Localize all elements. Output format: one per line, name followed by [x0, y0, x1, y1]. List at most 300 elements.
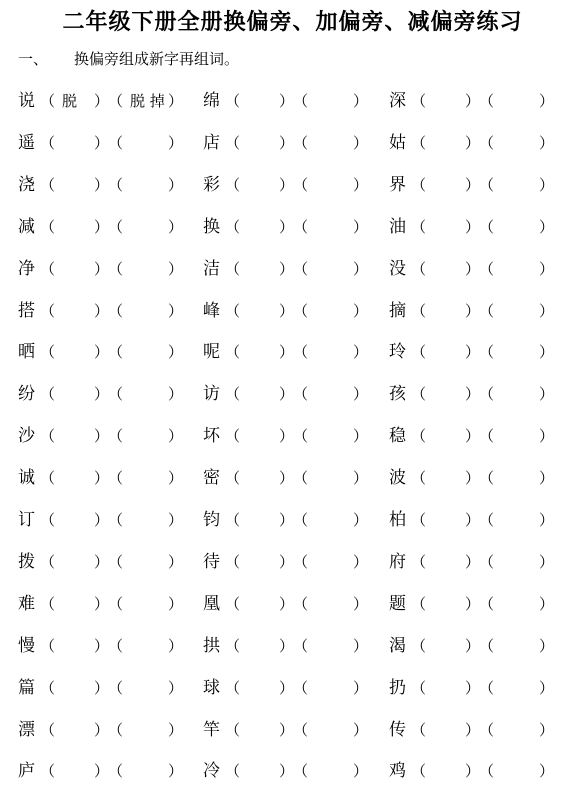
- paren-close: ）: [279, 217, 295, 236]
- paren-close: ）: [465, 175, 481, 194]
- paren-open: （: [411, 301, 427, 320]
- paren-open: （: [293, 175, 309, 194]
- paren-close: ）: [279, 720, 295, 739]
- paren-close: ）: [168, 343, 184, 362]
- base-character: 摘: [389, 300, 406, 321]
- base-character: 浇: [18, 174, 35, 195]
- paren-open: （: [40, 301, 56, 320]
- paren-close: ）: [353, 343, 369, 362]
- paren-open: （: [293, 636, 309, 655]
- exercise-item: [18, 463, 198, 493]
- paren-open: （: [108, 175, 124, 194]
- paren-close: ）: [168, 259, 184, 278]
- exercise-item: [389, 589, 569, 619]
- paren-close: ）: [279, 385, 295, 404]
- base-character: 说: [18, 91, 35, 111]
- paren-close: ）: [539, 427, 555, 446]
- paren-close: ）: [168, 720, 184, 739]
- paren-open: （: [293, 720, 309, 739]
- paren-open: （: [40, 217, 56, 236]
- base-character: 题: [389, 593, 406, 614]
- paren-open: （: [40, 92, 56, 110]
- paren-close: ）: [94, 301, 110, 320]
- paren-close: ）: [465, 511, 481, 529]
- paren-open: （: [411, 175, 427, 194]
- exercise-item: [389, 379, 569, 409]
- paren-close: ）: [353, 217, 369, 236]
- section-number: 一、: [18, 50, 49, 68]
- paren-close: ）: [539, 720, 555, 739]
- paren-close: ）: [539, 678, 555, 697]
- base-character: 难: [18, 593, 35, 614]
- paren-close: ）: [465, 720, 481, 739]
- paren-open: （: [40, 175, 56, 194]
- base-character: 篇: [18, 677, 35, 698]
- exercise-item: [18, 505, 198, 535]
- exercise-item: [203, 212, 383, 242]
- paren-open: （: [40, 678, 56, 697]
- paren-close: ）: [539, 259, 555, 278]
- exercise-item: [18, 547, 198, 577]
- exercise-item: [203, 128, 383, 158]
- paren-close: ）: [94, 678, 110, 697]
- base-character: 密: [203, 468, 220, 489]
- base-character: 减: [18, 216, 35, 237]
- paren-close: ）: [168, 175, 184, 194]
- paren-close: ）: [353, 427, 369, 446]
- paren-close: ）: [353, 594, 369, 613]
- paren-close: ）: [279, 594, 295, 613]
- paren-close: ）: [539, 385, 555, 404]
- paren-open: （: [479, 385, 495, 404]
- paren-open: （: [479, 552, 495, 571]
- base-character: 拨: [18, 551, 35, 572]
- paren-open: （: [293, 594, 309, 613]
- paren-close: ）: [279, 552, 295, 571]
- exercise-item: [203, 379, 383, 409]
- paren-close: ）: [94, 552, 110, 571]
- paren-open: （: [108, 301, 124, 320]
- paren-open: （: [479, 427, 495, 446]
- paren-close: ）: [539, 762, 555, 781]
- paren-open: （: [40, 133, 56, 152]
- section-instruction: 换偏旁组成新字再组词。: [74, 50, 240, 68]
- paren-close: ）: [168, 678, 184, 697]
- paren-open: （: [293, 259, 309, 278]
- exercise-row: [0, 128, 585, 158]
- paren-close: ）: [94, 217, 110, 236]
- paren-close: ）: [353, 175, 369, 194]
- paren-open: （: [293, 133, 309, 152]
- paren-close: ）: [168, 552, 184, 571]
- exercise-item: [203, 86, 383, 116]
- paren-open: （: [40, 594, 56, 613]
- exercise-item: [389, 170, 569, 200]
- base-character: 慢: [18, 635, 35, 656]
- exercise-item: [18, 673, 198, 703]
- paren-close: ）: [279, 92, 295, 110]
- paren-close: ）: [168, 217, 184, 236]
- base-character: 界: [389, 174, 406, 195]
- exercise-row: [0, 421, 585, 451]
- paren-open: （: [293, 511, 309, 529]
- paren-close: ）: [353, 552, 369, 571]
- exercise-row: [0, 86, 585, 116]
- exercise-row: [0, 379, 585, 409]
- paren-close: ）: [94, 636, 110, 655]
- paren-close: ）: [353, 133, 369, 152]
- base-character: 纷: [18, 384, 35, 405]
- base-character: 扔: [389, 677, 406, 698]
- paren-open: （: [108, 552, 124, 571]
- paren-open: （: [411, 343, 427, 362]
- paren-open: （: [411, 133, 427, 152]
- exercise-item: [389, 128, 569, 158]
- paren-open: （: [225, 594, 241, 613]
- paren-open: （: [293, 385, 309, 404]
- base-character: 深: [389, 91, 406, 111]
- paren-close: ）: [539, 301, 555, 320]
- paren-open: （: [225, 343, 241, 362]
- paren-open: （: [40, 343, 56, 362]
- paren-open: （: [479, 636, 495, 655]
- paren-close: ）: [94, 720, 110, 739]
- paren-open: （: [479, 720, 495, 739]
- exercise-item: [18, 337, 198, 367]
- exercise-item: [389, 715, 569, 745]
- paren-close: ）: [465, 92, 481, 110]
- base-character: 油: [389, 216, 406, 237]
- paren-close: ）: [465, 259, 481, 278]
- base-character: 没: [389, 258, 406, 279]
- paren-close: ）: [168, 469, 184, 488]
- base-character: 搭: [18, 300, 35, 321]
- paren-open: （: [293, 217, 309, 236]
- paren-close: ）: [94, 175, 110, 194]
- paren-open: （: [293, 301, 309, 320]
- paren-open: （: [108, 594, 124, 613]
- paren-open: （: [225, 720, 241, 739]
- exercise-item: [389, 463, 569, 493]
- paren-close: ）: [539, 217, 555, 236]
- paren-close: ）: [353, 678, 369, 697]
- base-character: 拱: [203, 635, 220, 656]
- paren-open: （: [108, 259, 124, 278]
- exercise-item: [203, 421, 383, 451]
- paren-open: （: [108, 217, 124, 236]
- base-character: 诚: [18, 468, 35, 489]
- base-character: 换: [203, 216, 220, 237]
- exercise-item: [18, 86, 198, 116]
- paren-close: ）: [353, 301, 369, 320]
- base-character: 庐: [18, 761, 35, 782]
- paren-close: ）: [539, 511, 555, 529]
- exercise-item: [389, 337, 569, 367]
- paren-close: ）: [279, 343, 295, 362]
- paren-open: （: [225, 301, 241, 320]
- paren-close: ）: [168, 762, 184, 781]
- exercise-item: [203, 631, 383, 661]
- exercise-row: [0, 756, 585, 786]
- paren-close: ）: [94, 385, 110, 404]
- paren-close: ）: [168, 636, 184, 655]
- base-character: 冷: [203, 761, 220, 782]
- paren-open: （: [108, 343, 124, 362]
- base-character: 传: [389, 719, 406, 740]
- paren-open: （: [225, 217, 241, 236]
- base-character: 峰: [203, 300, 220, 321]
- paren-open: （: [479, 511, 495, 529]
- paren-close: ）: [539, 175, 555, 194]
- paren-open: （: [108, 720, 124, 739]
- paren-open: （: [108, 678, 124, 697]
- base-character: 遥: [18, 132, 35, 153]
- base-character: 柏: [389, 510, 406, 530]
- paren-open: （: [479, 678, 495, 697]
- paren-open: （: [411, 217, 427, 236]
- paren-close: ）: [353, 469, 369, 488]
- paren-open: （: [225, 385, 241, 404]
- exercise-row: [0, 463, 585, 493]
- paren-close: ）: [539, 594, 555, 613]
- paren-close: ）: [168, 301, 184, 320]
- paren-close: ）: [279, 678, 295, 697]
- paren-open: （: [225, 678, 241, 697]
- paren-open: （: [411, 636, 427, 655]
- paren-open: （: [411, 594, 427, 613]
- paren-close: ）: [279, 762, 295, 781]
- paren-close: ）: [168, 133, 184, 152]
- paren-open: （: [108, 511, 124, 529]
- paren-open: （: [293, 469, 309, 488]
- answer-word-field[interactable]: 脱 掉: [130, 92, 165, 110]
- paren-close: ）: [279, 175, 295, 194]
- paren-close: ）: [168, 427, 184, 446]
- exercise-row: [0, 715, 585, 745]
- paren-close: ）: [279, 636, 295, 655]
- exercise-item: [203, 505, 383, 535]
- exercise-row: [0, 296, 585, 326]
- paren-close: ）: [353, 92, 369, 110]
- exercise-item: [18, 379, 198, 409]
- paren-open: （: [411, 385, 427, 404]
- exercise-item: [203, 296, 383, 326]
- base-character: 漂: [18, 719, 35, 740]
- paren-close: ）: [94, 762, 110, 781]
- base-character: 沙: [18, 426, 35, 447]
- base-character: 钧: [203, 510, 220, 530]
- base-character: 绵: [203, 91, 220, 111]
- paren-open: （: [225, 259, 241, 278]
- exercise-item: [18, 128, 198, 158]
- paren-close: ）: [465, 762, 481, 781]
- exercise-item: [18, 170, 198, 200]
- paren-close: ）: [94, 343, 110, 362]
- paren-open: （: [293, 552, 309, 571]
- exercise-item: [203, 463, 383, 493]
- paren-open: （: [40, 427, 56, 446]
- paren-close: ）: [465, 427, 481, 446]
- exercise-row: [0, 505, 585, 535]
- paren-open: （: [411, 259, 427, 278]
- exercise-row: [0, 170, 585, 200]
- base-character: 彩: [203, 174, 220, 195]
- paren-open: （: [479, 217, 495, 236]
- paren-close: ）: [279, 469, 295, 488]
- base-character: 坏: [203, 426, 220, 447]
- base-character: 访: [203, 384, 220, 405]
- exercise-item: [203, 170, 383, 200]
- answer-char-field[interactable]: 脱: [62, 92, 78, 110]
- base-character: 波: [389, 468, 406, 489]
- exercise-item: [18, 254, 198, 284]
- paren-open: （: [40, 762, 56, 781]
- base-character: 鸡: [389, 761, 406, 782]
- paren-open: （: [108, 92, 124, 110]
- exercise-item: [18, 296, 198, 326]
- exercise-item: [389, 673, 569, 703]
- paren-close: ）: [353, 511, 369, 529]
- paren-close: ）: [353, 385, 369, 404]
- exercise-row: [0, 212, 585, 242]
- exercise-item: [203, 337, 383, 367]
- paren-open: （: [293, 762, 309, 781]
- paren-close: ）: [465, 217, 481, 236]
- paren-open: （: [40, 636, 56, 655]
- paren-open: （: [108, 636, 124, 655]
- exercise-item: [203, 254, 383, 284]
- paren-close: ）: [465, 552, 481, 571]
- exercise-row: [0, 547, 585, 577]
- paren-open: （: [479, 175, 495, 194]
- base-character: 订: [18, 510, 35, 530]
- base-character: 孩: [389, 384, 406, 405]
- base-character: 待: [203, 551, 220, 572]
- paren-open: （: [479, 301, 495, 320]
- paren-close: ）: [279, 511, 295, 529]
- paren-close: ）: [465, 133, 481, 152]
- exercise-item: [18, 631, 198, 661]
- paren-open: （: [225, 469, 241, 488]
- exercise-row: [0, 337, 585, 367]
- base-character: 净: [18, 258, 35, 279]
- exercise-item: [389, 296, 569, 326]
- base-character: 稳: [389, 426, 406, 447]
- paren-close: ）: [465, 636, 481, 655]
- paren-open: （: [108, 133, 124, 152]
- paren-close: ）: [279, 301, 295, 320]
- paren-close: ）: [94, 511, 110, 529]
- paren-close: ）: [94, 133, 110, 152]
- exercise-item: [389, 505, 569, 535]
- base-character: 玲: [389, 342, 406, 363]
- paren-close: ）: [279, 133, 295, 152]
- exercise-item: [389, 631, 569, 661]
- paren-open: （: [411, 469, 427, 488]
- paren-open: （: [108, 385, 124, 404]
- exercise-item: [203, 756, 383, 786]
- base-character: 球: [203, 677, 220, 698]
- paren-open: （: [108, 762, 124, 781]
- paren-open: （: [293, 92, 309, 110]
- paren-close: ）: [94, 469, 110, 488]
- page-title: 二年级下册全册换偏旁、加偏旁、减偏旁练习: [62, 9, 523, 35]
- paren-close: ）: [94, 92, 110, 110]
- paren-open: （: [40, 552, 56, 571]
- paren-open: （: [108, 427, 124, 446]
- paren-open: （: [40, 511, 56, 529]
- paren-open: （: [225, 427, 241, 446]
- exercise-item: [203, 673, 383, 703]
- paren-open: （: [411, 720, 427, 739]
- exercise-item: [389, 756, 569, 786]
- paren-close: ）: [465, 678, 481, 697]
- exercise-item: [389, 86, 569, 116]
- base-character: 店: [203, 132, 220, 153]
- exercise-item: [18, 421, 198, 451]
- exercise-item: [18, 715, 198, 745]
- paren-close: ）: [539, 343, 555, 362]
- paren-open: （: [411, 511, 427, 529]
- paren-open: （: [225, 133, 241, 152]
- base-character: 呢: [203, 342, 220, 363]
- exercise-row: [0, 254, 585, 284]
- paren-open: （: [411, 552, 427, 571]
- paren-open: （: [479, 92, 495, 110]
- paren-open: （: [225, 511, 241, 529]
- paren-open: （: [479, 133, 495, 152]
- exercise-row: [0, 589, 585, 619]
- paren-open: （: [411, 427, 427, 446]
- paren-open: （: [225, 175, 241, 194]
- paren-open: （: [40, 385, 56, 404]
- paren-close: ）: [168, 511, 184, 529]
- paren-open: （: [225, 552, 241, 571]
- exercise-item: [389, 421, 569, 451]
- paren-close: ）: [539, 636, 555, 655]
- base-character: 凰: [203, 593, 220, 614]
- base-character: 姑: [389, 132, 406, 153]
- paren-open: （: [225, 636, 241, 655]
- exercise-item: [18, 589, 198, 619]
- paren-open: （: [293, 427, 309, 446]
- paren-close: ）: [168, 385, 184, 404]
- paren-close: ）: [279, 427, 295, 446]
- exercise-row: [0, 673, 585, 703]
- paren-open: （: [411, 762, 427, 781]
- paren-open: （: [293, 343, 309, 362]
- paren-open: （: [479, 259, 495, 278]
- exercise-row: [0, 631, 585, 661]
- exercise-item: [203, 589, 383, 619]
- paren-open: （: [479, 762, 495, 781]
- paren-close: ）: [465, 385, 481, 404]
- paren-close: ）: [465, 343, 481, 362]
- paren-close: ）: [168, 594, 184, 613]
- paren-close: ）: [94, 427, 110, 446]
- paren-open: （: [40, 259, 56, 278]
- exercise-item: [203, 715, 383, 745]
- base-character: 竿: [203, 719, 220, 740]
- base-character: 府: [389, 551, 406, 572]
- paren-close: ）: [539, 92, 555, 110]
- paren-close: ）: [353, 259, 369, 278]
- paren-close: ）: [539, 133, 555, 152]
- exercise-item: [203, 547, 383, 577]
- exercise-item: [389, 547, 569, 577]
- paren-close: ）: [539, 552, 555, 571]
- exercise-item: [389, 212, 569, 242]
